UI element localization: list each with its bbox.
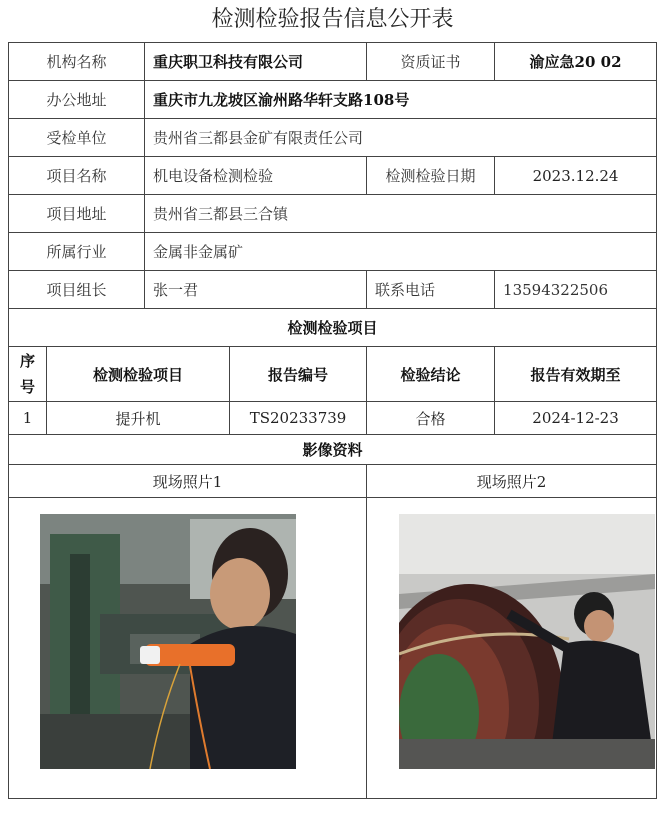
photo1-cell	[9, 498, 367, 799]
date-value: 2023.12.24	[495, 157, 657, 195]
row-site	[9, 195, 657, 233]
project-value: 机电设备检测检验	[145, 157, 367, 195]
row-seq: 1	[9, 402, 47, 435]
site-value: 贵州省三都县三合镇	[145, 195, 657, 233]
media-section-title: 影像资料	[9, 435, 657, 465]
industry-value: 金属非金属矿	[145, 233, 657, 271]
org-value: 重庆职卫科技有限公司	[145, 43, 367, 81]
row-media-section	[9, 435, 657, 465]
unit-label: 受检单位	[9, 119, 145, 157]
header-item: 检测检验项目	[47, 347, 230, 402]
phone-label: 联系电话	[367, 271, 495, 309]
row-item: 提升机	[47, 402, 230, 435]
row-leader	[9, 271, 657, 309]
address-value: 重庆市九龙坡区渝州路华轩支路108号	[145, 81, 657, 119]
site-photo-2-icon	[399, 514, 655, 769]
page-title: 检测检验报告信息公开表	[211, 7, 454, 32]
header-seq	[9, 347, 47, 402]
header-seq-line1: 序	[19, 352, 35, 370]
header-conclusion: 检验结论	[367, 347, 495, 402]
photo-row	[9, 498, 657, 799]
row-industry	[9, 233, 657, 271]
header-seq-line2: 号	[19, 378, 35, 396]
photo1-label: 现场照片1	[9, 465, 367, 498]
phone-value: 13594322506	[495, 271, 657, 309]
site-label: 项目地址	[9, 195, 145, 233]
address-label: 办公地址	[9, 81, 145, 119]
industry-label: 所属行业	[9, 233, 145, 271]
header-report-no: 报告编号	[230, 347, 367, 402]
unit-value: 贵州省三都县金矿有限责任公司	[145, 119, 657, 157]
photo2-cell	[367, 498, 657, 799]
org-label: 机构名称	[9, 43, 145, 81]
project-label: 项目名称	[9, 157, 145, 195]
header-valid-until: 报告有效期至	[495, 347, 657, 402]
photo-label-row	[9, 465, 657, 498]
row-unit	[9, 119, 657, 157]
site-photo-1-icon	[40, 514, 296, 769]
row-conclusion: 合格	[367, 402, 495, 435]
leader-label: 项目组长	[9, 271, 145, 309]
row-report-no: TS20233739	[230, 402, 367, 435]
row-valid-until: 2024-12-23	[495, 402, 657, 435]
date-label: 检测检验日期	[367, 157, 495, 195]
items-section-title: 检测检验项目	[9, 309, 657, 347]
row-address	[9, 81, 657, 119]
items-header-row	[9, 347, 657, 402]
row-org	[9, 43, 657, 81]
row-project	[9, 157, 657, 195]
leader-value: 张一君	[145, 271, 367, 309]
cert-value: 渝应急20 02	[495, 43, 657, 81]
cert-label: 资质证书	[367, 43, 495, 81]
table-row	[9, 402, 657, 435]
info-table	[8, 42, 657, 799]
row-items-section	[9, 309, 657, 347]
photo2-label: 现场照片2	[367, 465, 657, 498]
